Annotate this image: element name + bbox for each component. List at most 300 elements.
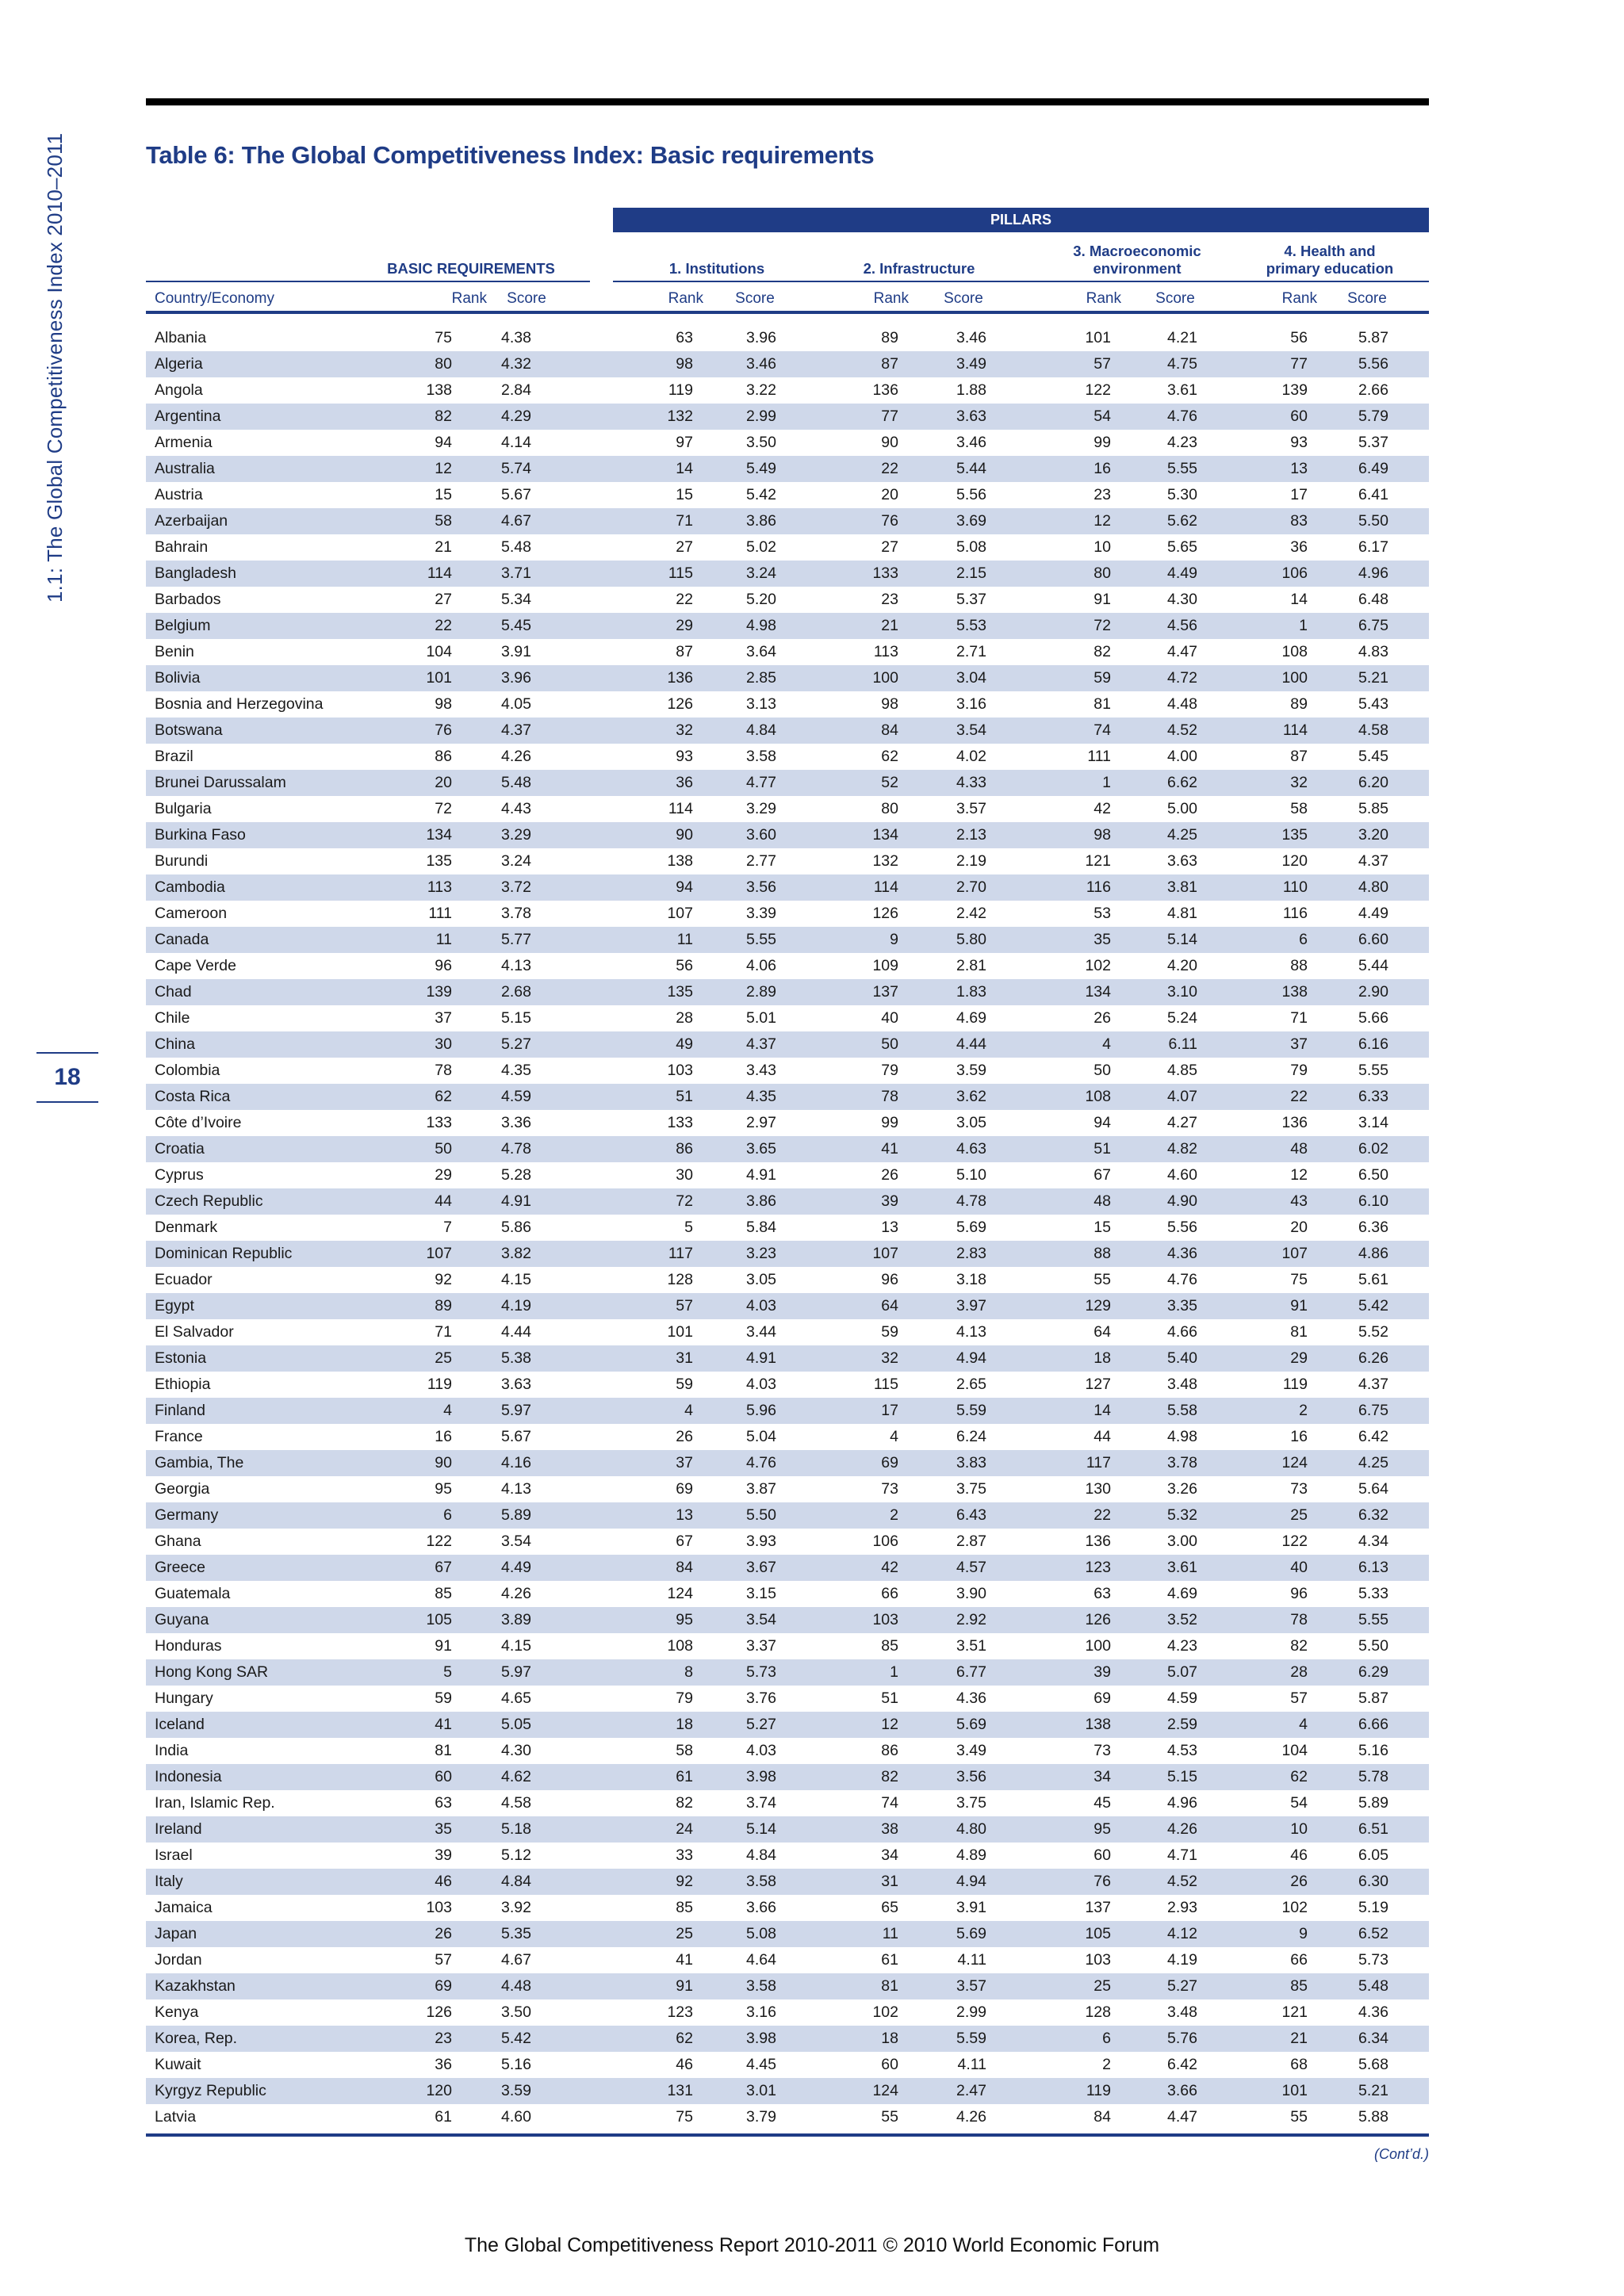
cell-health-rank: 91	[1290, 1297, 1308, 1314]
cell-basic-score: 5.28	[501, 1166, 531, 1184]
cell-infrastructure-score: 4.02	[956, 748, 986, 765]
cell-basic-rank: 81	[435, 1742, 452, 1759]
cell-infrastructure-rank: 100	[872, 669, 898, 687]
cell-infrastructure-score: 4.69	[956, 1009, 986, 1027]
cell-health-rank: 106	[1281, 564, 1308, 582]
cell-health-score: 5.87	[1358, 329, 1388, 346]
table-row	[146, 1659, 1429, 1686]
cell-basic-score: 4.13	[501, 1480, 531, 1498]
cell-infrastructure-score: 5.69	[956, 1716, 986, 1733]
table-row	[146, 1241, 1429, 1267]
cell-country: Ethiopia	[155, 1376, 211, 1393]
cell-basic-score: 5.42	[501, 2030, 531, 2047]
cell-basic-rank: 98	[435, 695, 452, 713]
cell-infrastructure-rank: 60	[881, 2056, 898, 2073]
cell-country: Côte d’Ivoire	[155, 1114, 242, 1131]
cell-institutions-rank: 97	[676, 434, 693, 451]
cell-infrastructure-score: 4.13	[956, 1323, 986, 1341]
cell-infrastructure-score: 2.47	[956, 2082, 986, 2099]
cell-basic-score: 3.91	[501, 643, 531, 660]
cell-country: Greece	[155, 1559, 205, 1576]
cell-infrastructure-rank: 34	[881, 1846, 898, 1864]
cell-health-rank: 116	[1282, 905, 1308, 922]
table-row	[146, 1136, 1429, 1162]
cell-country: Jamaica	[155, 1899, 213, 1916]
cell-health-rank: 122	[1281, 1533, 1308, 1550]
cell-health-score: 6.49	[1358, 460, 1388, 477]
cell-infrastructure-score: 4.44	[956, 1035, 986, 1053]
cell-basic-rank: 27	[435, 591, 452, 608]
cell-institutions-score: 3.50	[746, 434, 776, 451]
cell-health-rank: 28	[1290, 1663, 1308, 1681]
cell-health-score: 4.96	[1358, 564, 1388, 582]
cell-infrastructure-rank: 78	[881, 1088, 898, 1105]
table-row	[146, 482, 1429, 508]
cell-health-rank: 2	[1299, 1402, 1308, 1419]
cell-basic-score: 5.35	[501, 1925, 531, 1942]
cell-infrastructure-score: 2.71	[956, 643, 986, 660]
cell-health-rank: 83	[1290, 512, 1308, 530]
cell-country: Dominican Republic	[155, 1245, 293, 1262]
cell-institutions-rank: 92	[676, 1873, 693, 1890]
cell-country: China	[155, 1035, 195, 1053]
cell-infrastructure-rank: 98	[881, 695, 898, 713]
cell-macro-score: 5.65	[1167, 538, 1197, 556]
table-row	[146, 561, 1429, 587]
cell-basic-score: 4.58	[501, 1794, 531, 1812]
cell-health-rank: 13	[1290, 460, 1308, 477]
cell-institutions-score: 3.15	[746, 1585, 776, 1602]
cell-institutions-score: 4.64	[746, 1951, 776, 1969]
cell-infrastructure-rank: 69	[881, 1454, 898, 1471]
cell-health-rank: 40	[1290, 1559, 1308, 1576]
table-row	[146, 2052, 1429, 2078]
cell-macro-score: 3.61	[1167, 381, 1197, 399]
cell-health-rank: 21	[1290, 2030, 1308, 2047]
cell-institutions-score: 3.87	[746, 1480, 776, 1498]
cell-macro-rank: 2	[1102, 2056, 1111, 2073]
table-row	[146, 927, 1429, 953]
cell-institutions-score: 3.05	[746, 1271, 776, 1288]
cell-institutions-score: 3.46	[746, 355, 776, 373]
cell-basic-rank: 75	[435, 329, 452, 346]
cell-infrastructure-rank: 76	[881, 512, 898, 530]
cell-infrastructure-score: 3.16	[956, 695, 986, 713]
col-score: Score	[1155, 290, 1195, 307]
cell-health-score: 5.61	[1358, 1271, 1388, 1288]
cell-infrastructure-score: 6.43	[956, 1506, 986, 1524]
cell-basic-rank: 26	[435, 1925, 452, 1942]
cell-health-rank: 58	[1290, 800, 1308, 817]
cell-institutions-score: 3.24	[746, 564, 776, 582]
cell-institutions-score: 3.98	[746, 1768, 776, 1785]
cell-infrastructure-rank: 62	[881, 748, 898, 765]
cell-basic-score: 4.16	[501, 1454, 531, 1471]
cell-health-rank: 121	[1281, 2003, 1308, 2021]
table-row	[146, 325, 1429, 351]
cell-country: Japan	[155, 1925, 197, 1942]
cell-basic-rank: 135	[426, 852, 452, 870]
cell-infrastructure-score: 3.54	[956, 721, 986, 739]
cell-country: Bulgaria	[155, 800, 212, 817]
cell-infrastructure-rank: 12	[881, 1716, 898, 1733]
cell-country: Bangladesh	[155, 564, 237, 582]
cell-infrastructure-rank: 17	[881, 1402, 898, 1419]
cell-infrastructure-rank: 136	[872, 381, 898, 399]
cell-macro-score: 4.19	[1167, 1951, 1197, 1969]
cell-infrastructure-score: 3.46	[956, 434, 986, 451]
cell-health-score: 6.13	[1358, 1559, 1388, 1576]
cell-infrastructure-rank: 1	[890, 1663, 898, 1681]
cell-health-rank: 102	[1281, 1899, 1308, 1916]
cell-institutions-rank: 30	[676, 1166, 693, 1184]
table-row	[146, 1843, 1429, 1869]
cell-basic-score: 3.82	[501, 1245, 531, 1262]
table-row	[146, 1267, 1429, 1293]
cell-basic-rank: 22	[435, 617, 452, 634]
cell-basic-score: 3.36	[501, 1114, 531, 1131]
cell-institutions-rank: 82	[676, 1794, 693, 1812]
cell-health-rank: 6	[1299, 931, 1308, 948]
cell-country: Hungary	[155, 1689, 213, 1707]
table-row	[146, 508, 1429, 534]
cell-basic-score: 4.26	[501, 748, 531, 765]
cell-infrastructure-score: 2.81	[956, 957, 986, 974]
cell-macro-rank: 102	[1085, 957, 1111, 974]
cell-health-score: 6.02	[1358, 1140, 1388, 1158]
cell-health-rank: 93	[1290, 434, 1308, 451]
cell-health-rank: 81	[1290, 1323, 1308, 1341]
cell-institutions-rank: 94	[676, 878, 693, 896]
cell-institutions-rank: 28	[676, 1009, 693, 1027]
cell-infrastructure-score: 3.51	[956, 1637, 986, 1655]
cell-health-rank: 82	[1290, 1637, 1308, 1655]
cell-institutions-rank: 31	[676, 1349, 693, 1367]
cell-macro-rank: 74	[1094, 721, 1111, 739]
cell-health-score: 5.85	[1358, 800, 1388, 817]
cell-macro-rank: 84	[1094, 2108, 1111, 2126]
cell-infrastructure-rank: 27	[881, 538, 898, 556]
cell-basic-score: 5.34	[501, 591, 531, 608]
cell-macro-rank: 23	[1094, 486, 1111, 503]
header-rule	[146, 311, 1429, 314]
cell-health-score: 6.51	[1358, 1820, 1388, 1838]
cell-institutions-rank: 57	[676, 1297, 693, 1314]
cell-basic-rank: 122	[426, 1533, 452, 1550]
table-row	[146, 351, 1429, 377]
cell-infrastructure-score: 3.49	[956, 355, 986, 373]
cell-basic-score: 4.67	[501, 1951, 531, 1969]
cell-basic-rank: 91	[435, 1637, 452, 1655]
cell-institutions-score: 3.65	[746, 1140, 776, 1158]
cell-health-score: 6.29	[1358, 1663, 1388, 1681]
cell-infrastructure-score: 2.65	[956, 1376, 986, 1393]
table-row	[146, 718, 1429, 744]
table-row	[146, 534, 1429, 561]
cell-basic-rank: 139	[426, 983, 452, 1001]
cell-health-score: 5.50	[1358, 1637, 1388, 1655]
table-row	[146, 1895, 1429, 1921]
table-row	[146, 1869, 1429, 1895]
cell-country: Argentina	[155, 408, 221, 425]
cell-infrastructure-score: 2.99	[956, 2003, 986, 2021]
cell-basic-rank: 12	[435, 460, 452, 477]
cell-infrastructure-rank: 103	[872, 1611, 898, 1628]
table-row	[146, 1293, 1429, 1319]
group-macroeconomic-line2: environment	[1093, 260, 1182, 277]
cell-country: Ghana	[155, 1533, 201, 1550]
cell-country: Benin	[155, 643, 194, 660]
cell-institutions-score: 3.13	[746, 695, 776, 713]
cell-country: El Salvador	[155, 1323, 234, 1341]
cell-basic-score: 5.18	[501, 1820, 531, 1838]
cell-infrastructure-rank: 79	[881, 1062, 898, 1079]
cell-basic-score: 3.29	[501, 826, 531, 844]
pillars-header: PILLARS	[613, 208, 1429, 232]
cell-basic-score: 3.72	[501, 878, 531, 896]
cell-macro-rank: 18	[1094, 1349, 1111, 1367]
cell-institutions-rank: 24	[676, 1820, 693, 1838]
cell-health-score: 5.48	[1358, 1977, 1388, 1995]
cell-basic-score: 4.37	[501, 721, 531, 739]
cell-basic-rank: 63	[435, 1794, 452, 1812]
cell-basic-rank: 11	[435, 931, 452, 948]
cell-institutions-rank: 69	[676, 1480, 693, 1498]
cell-macro-score: 3.61	[1167, 1559, 1197, 1576]
cell-institutions-rank: 67	[676, 1533, 693, 1550]
cell-institutions-rank: 33	[676, 1846, 693, 1864]
cell-macro-score: 4.76	[1167, 1271, 1197, 1288]
cell-institutions-rank: 22	[676, 591, 693, 608]
cell-macro-rank: 101	[1085, 329, 1111, 346]
cell-institutions-rank: 61	[676, 1768, 693, 1785]
cell-macro-rank: 108	[1085, 1088, 1111, 1105]
cell-infrastructure-score: 5.59	[956, 1402, 986, 1419]
cell-institutions-score: 5.04	[746, 1428, 776, 1445]
cell-macro-rank: 119	[1086, 2082, 1111, 2099]
cell-infrastructure-rank: 65	[881, 1899, 898, 1916]
cell-institutions-rank: 5	[684, 1219, 693, 1236]
cell-institutions-rank: 93	[676, 748, 693, 765]
cell-basic-score: 4.44	[501, 1323, 531, 1341]
cell-macro-score: 4.25	[1167, 826, 1197, 844]
cell-infrastructure-rank: 41	[881, 1140, 898, 1158]
cell-institutions-score: 3.86	[746, 512, 776, 530]
cell-infrastructure-score: 4.78	[956, 1192, 986, 1210]
cell-macro-score: 5.27	[1167, 1977, 1197, 1995]
cell-infrastructure-score: 5.10	[956, 1166, 986, 1184]
cell-infrastructure-score: 4.94	[956, 1873, 986, 1890]
cell-country: Germany	[155, 1506, 219, 1524]
cell-institutions-score: 2.97	[746, 1114, 776, 1131]
cell-country: Barbados	[155, 591, 221, 608]
table-row	[146, 901, 1429, 927]
cell-health-score: 4.36	[1358, 2003, 1388, 2021]
cell-infrastructure-score: 4.33	[956, 774, 986, 791]
cell-infrastructure-rank: 137	[872, 983, 898, 1001]
cell-institutions-score: 3.76	[746, 1689, 776, 1707]
cell-basic-rank: 120	[426, 2082, 452, 2099]
cell-health-rank: 71	[1290, 1009, 1308, 1027]
cell-macro-score: 4.56	[1167, 617, 1197, 634]
cell-basic-score: 3.63	[501, 1376, 531, 1393]
table-row	[146, 848, 1429, 874]
cell-country: Iran, Islamic Rep.	[155, 1794, 275, 1812]
cell-basic-rank: 6	[443, 1506, 452, 1524]
table-row	[146, 1345, 1429, 1372]
cell-institutions-score: 3.23	[746, 1245, 776, 1262]
cell-infrastructure-rank: 4	[890, 1428, 898, 1445]
table-row	[146, 1188, 1429, 1215]
table-row	[146, 1162, 1429, 1188]
cell-macro-rank: 99	[1094, 434, 1111, 451]
cell-macro-score: 4.96	[1167, 1794, 1197, 1812]
cell-macro-rank: 137	[1085, 1899, 1111, 1916]
cell-infrastructure-score: 5.56	[956, 486, 986, 503]
cell-basic-score: 5.67	[501, 1428, 531, 1445]
cell-institutions-rank: 85	[676, 1899, 693, 1916]
cell-institutions-rank: 84	[676, 1559, 693, 1576]
cell-institutions-score: 4.98	[746, 617, 776, 634]
cell-macro-rank: 117	[1086, 1454, 1111, 1471]
col-rank: Rank	[668, 290, 703, 307]
cell-health-score: 5.64	[1358, 1480, 1388, 1498]
cell-country: Ecuador	[155, 1271, 213, 1288]
cell-infrastructure-rank: 96	[881, 1271, 898, 1288]
cell-macro-rank: 4	[1102, 1035, 1111, 1053]
cell-infrastructure-rank: 74	[881, 1794, 898, 1812]
cell-basic-score: 5.67	[501, 486, 531, 503]
cell-health-rank: 73	[1290, 1480, 1308, 1498]
cell-macro-score: 4.85	[1167, 1062, 1197, 1079]
top-rule	[146, 98, 1429, 105]
group-health-line1: 4. Health and	[1284, 243, 1376, 259]
cell-infrastructure-score: 1.83	[956, 983, 986, 1001]
cell-health-rank: 85	[1290, 1977, 1308, 1995]
cell-infrastructure-rank: 42	[881, 1559, 898, 1576]
cell-institutions-rank: 138	[667, 852, 693, 870]
cell-macro-rank: 39	[1094, 1663, 1111, 1681]
cell-infrastructure-rank: 107	[872, 1245, 898, 1262]
cell-basic-rank: 92	[435, 1271, 452, 1288]
cell-institutions-rank: 131	[667, 2082, 693, 2099]
cell-health-score: 5.44	[1358, 957, 1388, 974]
cell-country: Estonia	[155, 1349, 207, 1367]
cell-institutions-score: 5.96	[746, 1402, 776, 1419]
cell-macro-rank: 54	[1094, 408, 1111, 425]
cell-infrastructure-score: 1.88	[956, 381, 986, 399]
cell-macro-score: 6.42	[1167, 2056, 1197, 2073]
cell-basic-score: 5.16	[501, 2056, 531, 2073]
cell-country: Bosnia and Herzegovina	[155, 695, 324, 713]
cell-basic-score: 3.96	[501, 669, 531, 687]
cell-macro-score: 4.75	[1167, 355, 1197, 373]
cell-institutions-rank: 126	[667, 695, 693, 713]
cell-basic-score: 4.38	[501, 329, 531, 346]
group-rule	[613, 281, 1429, 282]
cell-institutions-score: 3.54	[746, 1611, 776, 1628]
cell-health-rank: 136	[1281, 1114, 1308, 1131]
cell-basic-rank: 46	[435, 1873, 452, 1890]
cell-country: Kyrgyz Republic	[155, 2082, 266, 2099]
cell-basic-rank: 80	[435, 355, 452, 373]
cell-basic-score: 3.59	[501, 2082, 531, 2099]
cell-basic-rank: 71	[435, 1323, 452, 1341]
cell-infrastructure-score: 3.69	[956, 512, 986, 530]
cell-basic-score: 4.62	[501, 1768, 531, 1785]
cell-infrastructure-score: 2.92	[956, 1611, 986, 1628]
cell-infrastructure-rank: 73	[881, 1480, 898, 1498]
cell-institutions-rank: 117	[668, 1245, 693, 1262]
table-row	[146, 1424, 1429, 1450]
cell-institutions-score: 3.58	[746, 1977, 776, 1995]
cell-health-score: 6.66	[1358, 1716, 1388, 1733]
cell-macro-score: 5.24	[1167, 1009, 1197, 1027]
cell-country: Costa Rica	[155, 1088, 231, 1105]
cell-macro-rank: 26	[1094, 1009, 1111, 1027]
cell-infrastructure-score: 2.70	[956, 878, 986, 896]
cell-basic-score: 4.14	[501, 434, 531, 451]
table-row	[146, 1058, 1429, 1084]
cell-basic-score: 4.60	[501, 2108, 531, 2126]
cell-institutions-score: 4.06	[746, 957, 776, 974]
cell-institutions-score: 3.86	[746, 1192, 776, 1210]
cell-health-score: 6.16	[1358, 1035, 1388, 1053]
cell-institutions-rank: 132	[667, 408, 693, 425]
table-row	[146, 377, 1429, 404]
cell-institutions-score: 3.64	[746, 643, 776, 660]
cell-basic-rank: 69	[435, 1977, 452, 1995]
table-row	[146, 979, 1429, 1005]
cell-basic-score: 5.97	[501, 1402, 531, 1419]
table-row	[146, 1476, 1429, 1502]
cell-basic-rank: 23	[435, 2030, 452, 2047]
cell-macro-rank: 100	[1085, 1637, 1111, 1655]
cell-institutions-score: 4.45	[746, 2056, 776, 2073]
cell-institutions-score: 3.96	[746, 329, 776, 346]
cell-institutions-score: 2.89	[746, 983, 776, 1001]
cell-health-rank: 4	[1299, 1716, 1308, 1733]
cell-macro-rank: 94	[1094, 1114, 1111, 1131]
cell-infrastructure-score: 4.63	[956, 1140, 986, 1158]
cell-institutions-rank: 103	[667, 1062, 693, 1079]
cell-infrastructure-score: 3.18	[956, 1271, 986, 1288]
cell-macro-rank: 134	[1085, 983, 1111, 1001]
cell-country: Burundi	[155, 852, 209, 870]
cell-infrastructure-rank: 40	[881, 1009, 898, 1027]
cell-infrastructure-rank: 86	[881, 1742, 898, 1759]
cell-infrastructure-score: 4.89	[956, 1846, 986, 1864]
cell-infrastructure-score: 2.83	[956, 1245, 986, 1262]
cell-basic-rank: 111	[428, 905, 452, 922]
cell-health-rank: 108	[1281, 643, 1308, 660]
cell-macro-rank: 53	[1094, 905, 1111, 922]
cell-basic-score: 3.78	[501, 905, 531, 922]
cell-macro-rank: 55	[1094, 1271, 1111, 1288]
cell-macro-score: 4.48	[1167, 695, 1197, 713]
cell-health-rank: 14	[1290, 591, 1308, 608]
cell-institutions-rank: 108	[667, 1637, 693, 1655]
table-row	[146, 639, 1429, 665]
group-rule	[146, 281, 590, 282]
cell-macro-score: 3.26	[1167, 1480, 1197, 1498]
cell-macro-score: 3.81	[1167, 878, 1197, 896]
cell-basic-rank: 103	[426, 1899, 452, 1916]
cell-health-rank: 55	[1290, 2108, 1308, 2126]
cell-basic-rank: 62	[435, 1088, 452, 1105]
cell-basic-score: 5.12	[501, 1846, 531, 1864]
cell-basic-rank: 58	[435, 512, 452, 530]
